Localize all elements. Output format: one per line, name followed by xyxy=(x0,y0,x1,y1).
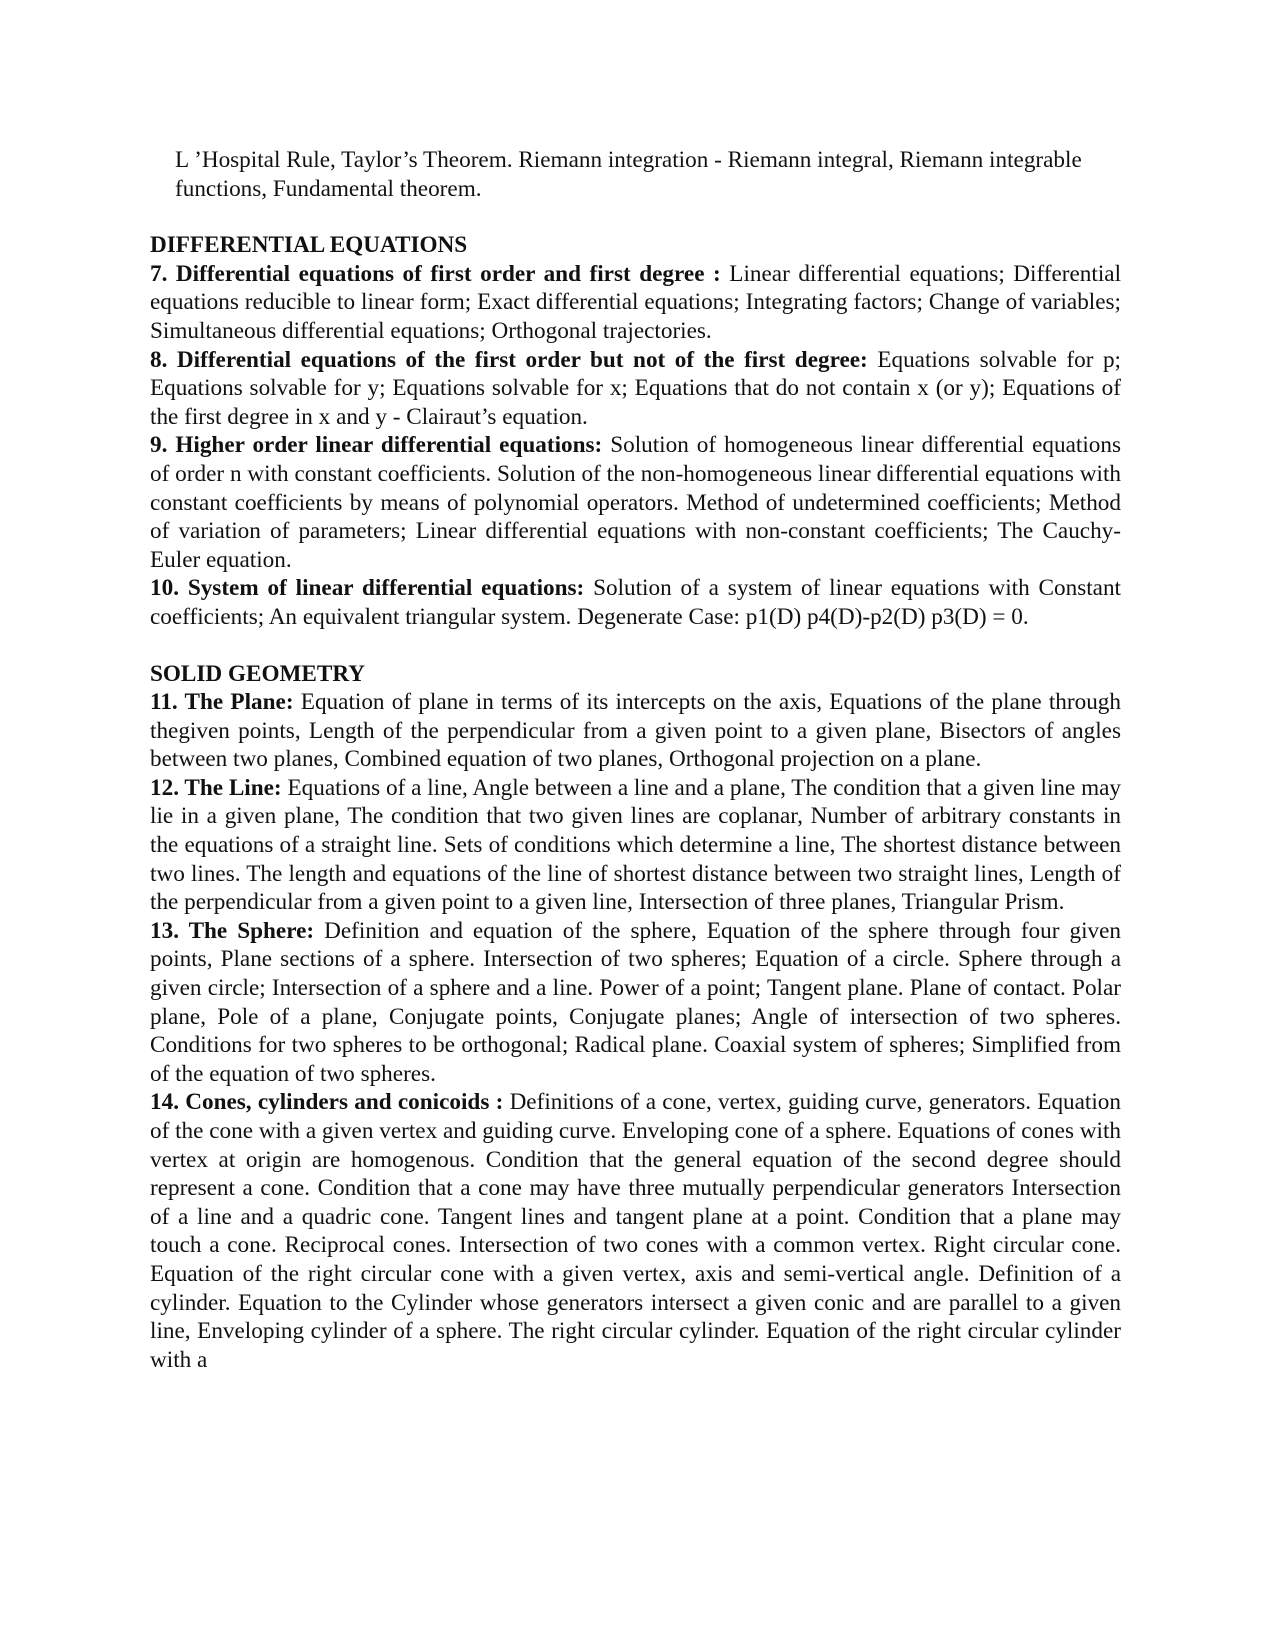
topic-body: Definitions of a cone, vertex, guiding curve, generators. Equation of the cone with a given vertex and guiding curve. Enveloping cone of a sphere. Equations of cones with vertex at origin are homogenous. Condition that the general equation of the second degree should represent a cone. Condition that a cone may have three mutually perpendicular generators Intersection of a line and a quadric cone. Tangent lines and tangent plane at a point. Condition that a plane may touch a cone. Reciprocal cones. Intersection of two cones with a common vertex. Right circular cone. Equation of the right circular cone with a given vertex, axis and semi-vertical angle. Definition of a cylinder. Equation to the Cylinder whose generators intersect a given conic and are parallel to a given line, Enveloping cylinder of a sphere. The right circular cylinder. Equation of the right circular cylinder with a xyxy=(150,1089,1122,1373)
topic-title: 13. The Sphere: xyxy=(150,917,315,944)
topic-body: Equation of plane in terms of its intercepts on the axis, Equations of the plane through thegiven points, Length of the perpendicular from a given point to a given plane, Bisectors of angles between two planes, Combined equation of two planes, Orthogonal projection on a plane. xyxy=(150,689,1121,773)
section-heading: DIFFERENTIAL EQUATIONS xyxy=(150,232,468,259)
topic-title: 7. Differential equations of first order and first degree : xyxy=(150,260,721,287)
topic-body: Equations of a line, Angle between a line and a plane, The condition that a given line may lie in a given plane, The condition that two given lines are coplanar, Number of arbitrary constants in the equations of a straight line. Sets of conditions which determine a line, The shortest distance between two lines. The length and equations of the line of shortest distance between two straight lines, Length of the perpendicular from a given point to a given line, Intersection of three planes, Triangular Prism. xyxy=(150,774,1121,916)
topic-title: 8. Differential equations of the first order but not of the first degree: xyxy=(150,346,868,373)
topic-title: 14. Cones, cylinders and conicoids : xyxy=(150,1089,504,1116)
topic-7 xyxy=(150,260,1121,346)
topic-title: 10. System of linear differential equations: xyxy=(150,575,585,602)
intro-continuation: L ’Hospital Rule, Taylor’s Theorem. Riemann integration - Riemann integral, Riemann integrable functions, Fundamental theorem. xyxy=(175,147,1082,202)
topic-body: Equations solvable for p; Equations solvable for y; Equations solvable for x; Equations that do not contain x (or y); Equations of the first degree in x and y - Clairaut’s equation. xyxy=(150,346,1121,430)
topic-12 xyxy=(150,774,1121,917)
topic-10 xyxy=(150,574,1121,631)
topic-11 xyxy=(150,688,1121,774)
section-solid-geometry xyxy=(150,660,1121,1375)
topic-14 xyxy=(150,1088,1121,1374)
section-differential-equations xyxy=(150,231,1121,631)
topic-8 xyxy=(150,346,1121,432)
topic-body: Definition and equation of the sphere, Equation of the sphere through four given points, Plane sections of a sphere. Intersection of two spheres; Equation of a circle. Sphere through a given circle; Intersection of a sphere and a line. Power of a point; Tangent plane. Plane of contact. Polar plane, Pole of a plane, Conjugate points, Conjugate planes; Angle of intersection of two spheres. Conditions for two spheres to be orthogonal; Radical plane. Coaxial system of spheres; Simplified from of the equation of two spheres. xyxy=(150,917,1121,1087)
topic-title: 12. The Line: xyxy=(150,774,282,801)
topic-body: Solution of a system of linear equations with Constant coefficients; An equivalent triangular system. Degenerate Case: p1(D) p4(D)-p2(D) p3(D) = 0. xyxy=(150,575,1121,630)
topic-title: 9. Higher order linear differential equations: xyxy=(150,432,603,459)
topic-body: Solution of homogeneous linear differential equations of order n with constant coefficients. Solution of the non-homogeneous linear differential equations with constant coefficients by means of polynomial operators. Method of undetermined coefficients; Method of variation of parameters; Linear differential equations with non-constant coefficients; The Cauchy-Euler equation. xyxy=(150,432,1121,573)
topic-body: Linear differential equations; Differential equations reducible to linear form; Exact differential equations; Integrating factors; Change of variables; Simultaneous differential equations; Orthogonal trajectories. xyxy=(150,260,1122,344)
section-heading: SOLID GEOMETRY xyxy=(150,660,365,687)
topic-title: 11. The Plane: xyxy=(150,689,294,716)
topic-9 xyxy=(150,431,1121,574)
topic-13 xyxy=(150,917,1121,1089)
